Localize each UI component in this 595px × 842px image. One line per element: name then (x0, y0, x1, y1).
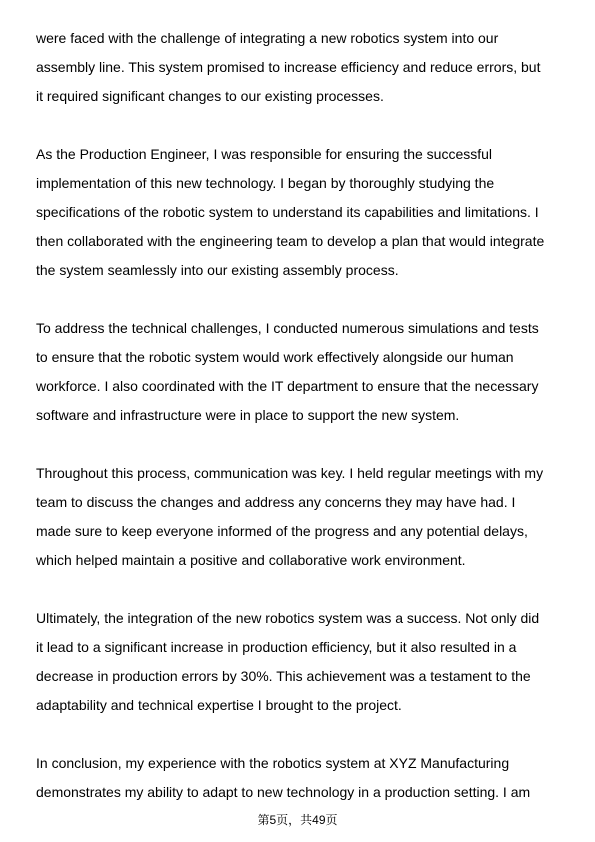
text-line: Throughout this process, communication was key. I held regular meetings with my (36, 465, 544, 481)
paragraph (36, 749, 566, 807)
paragraph (36, 459, 566, 575)
text-line: As the Production Engineer, I was responsible for ensuring the successful (36, 146, 493, 162)
text-line: were faced with the challenge of integrating a new robotics system into our (36, 30, 499, 46)
text-line: then collaborated with the engineering team to develop a plan that would integrate (36, 233, 545, 249)
paragraph (36, 140, 566, 285)
text-line: it required significant changes to our existing processes. (36, 88, 384, 104)
page-number-footer: 第5页，共49页 (257, 813, 338, 827)
text-line: made sure to keep everyone informed of the progress and any potential delays, (36, 523, 528, 539)
text-line: specifications of the robotic system to understand its capabilities and limitations. I (36, 204, 539, 220)
text-line: implementation of this new technology. I began by thoroughly studying the (36, 175, 495, 191)
text-line: adaptability and technical expertise I brought to the project. (36, 697, 402, 713)
text-line: To address the technical challenges, I conducted numerous simulations and tests (36, 320, 539, 336)
text-line: to ensure that the robotic system would work effectively alongside our human (36, 349, 514, 365)
text-line: Ultimately, the integration of the new robotics system was a success. Not only did (36, 610, 540, 626)
paragraph (36, 604, 566, 720)
text-line: it lead to a significant increase in production efficiency, but it also resulted in a (36, 639, 517, 655)
text-line: team to discuss the changes and address any concerns they may have had. I (36, 494, 516, 510)
text-line: demonstrates my ability to adapt to new technology in a production setting. I am (36, 784, 531, 800)
text-line: In conclusion, my experience with the robotics system at XYZ Manufacturing (36, 755, 510, 771)
text-line: assembly line. This system promised to increase efficiency and reduce errors, but (36, 59, 541, 75)
text-line: workforce. I also coordinated with the IT department to ensure that the necessary (36, 378, 539, 394)
text-line: decrease in production errors by 30%. This achievement was a testament to the (36, 668, 531, 684)
text-line: which helped maintain a positive and collaborative work environment. (36, 552, 466, 568)
paragraph (36, 314, 566, 430)
text-line: the system seamlessly into our existing assembly process. (36, 262, 399, 278)
text-line: software and infrastructure were in place to support the new system. (36, 407, 460, 423)
document-body (36, 24, 566, 836)
paragraph (36, 24, 566, 111)
